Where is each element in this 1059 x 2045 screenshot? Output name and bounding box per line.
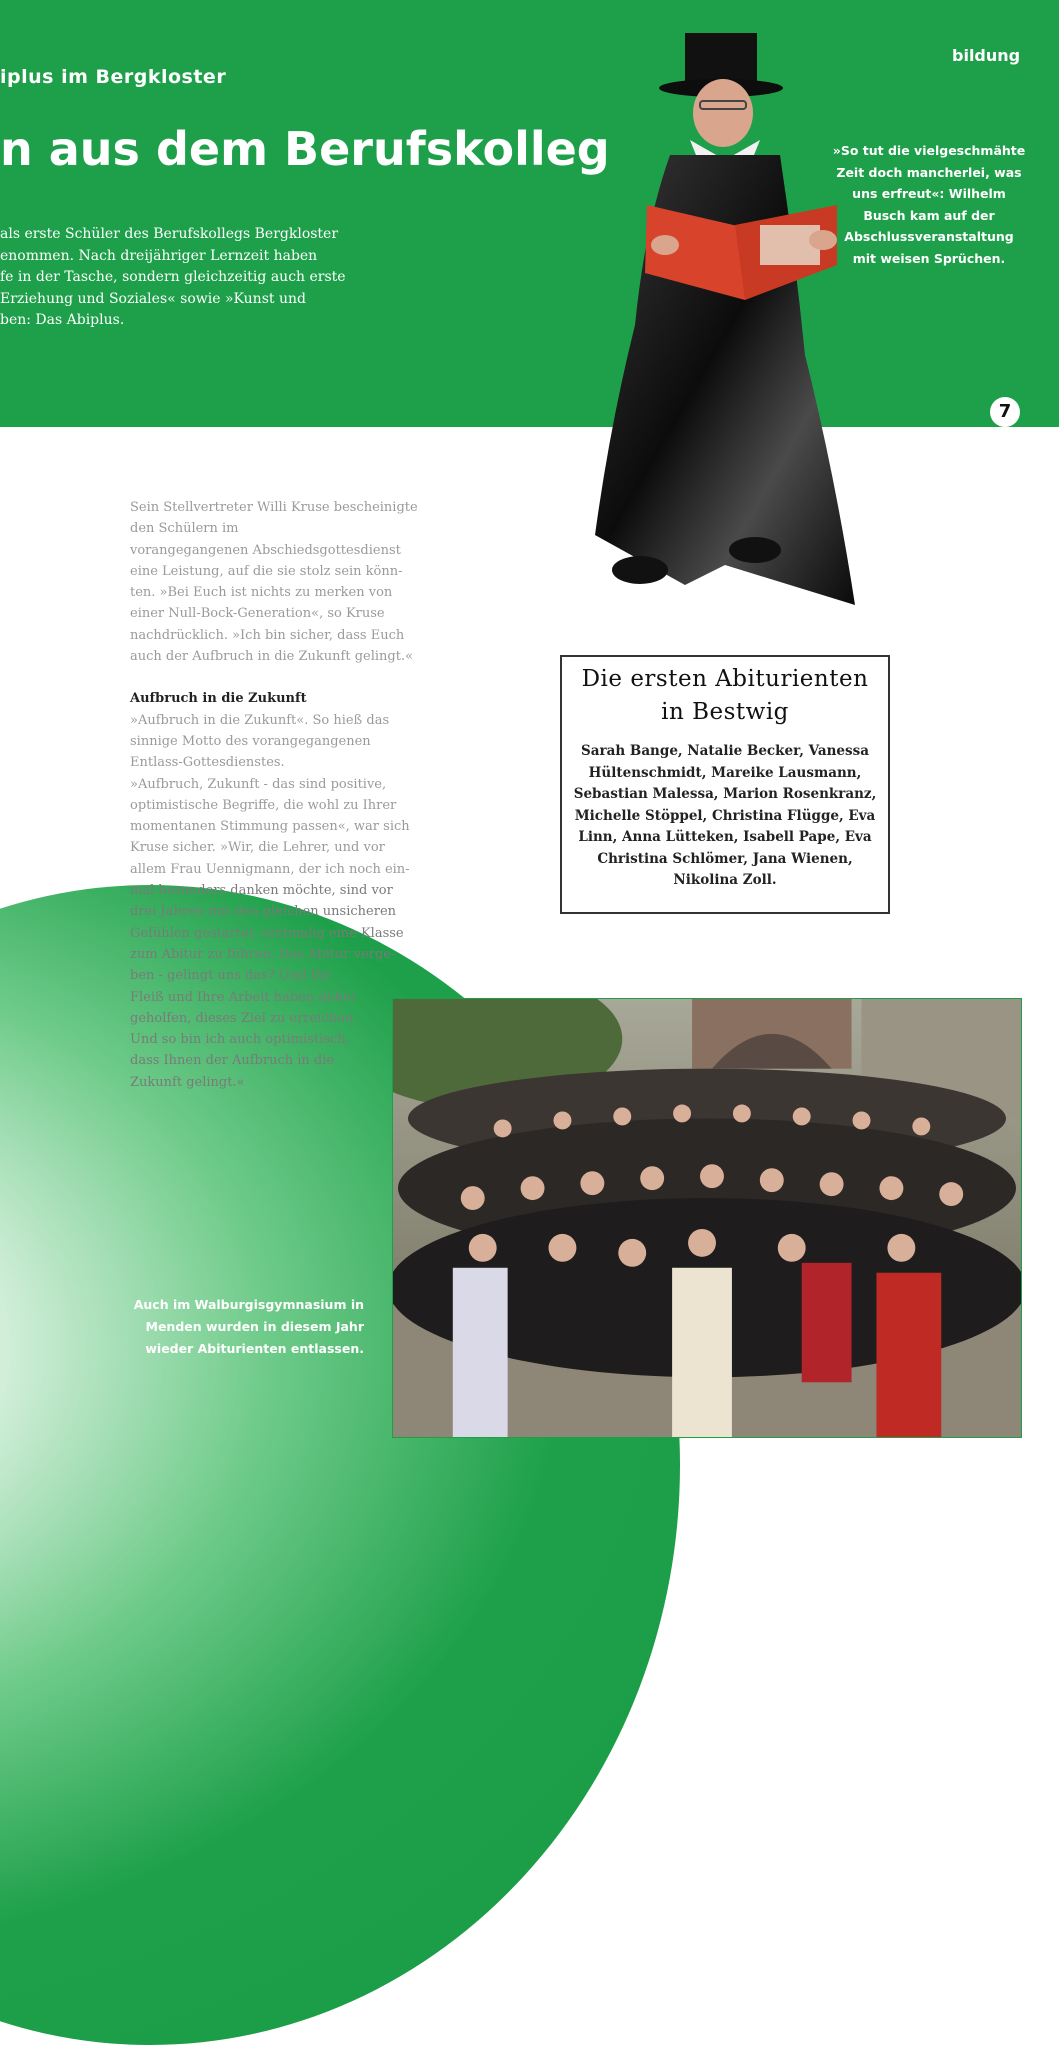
names-line: Nikolina Zoll. [673,872,777,888]
body-line: ben - gelingt uns das? Und Ihr [130,968,331,984]
body-line: geholfen, dieses Ziel zu erreichen. [130,1010,358,1026]
body-line: »Aufbruch, Zukunft - das sind positive, [130,776,387,792]
names-line: Christina Schlömer, Jana Wienen, [597,850,853,867]
body-line: Und so bin ich auch optimistisch, [130,1032,350,1048]
names-line: Sarah Bange, Natalie Becker, Vanessa [581,743,869,759]
cream-jacket [672,1268,732,1437]
caption-line: uns erfreut«: Wilhelm [852,186,1006,201]
hand [651,235,679,255]
caption-line: »So tut die vielgeschmähte [832,143,1026,158]
white-outfit [453,1268,508,1437]
caption-line: Abschlussveranstaltung [844,229,1014,244]
graduate-names [562,741,888,892]
body-line: sinnige Motto des vorangegangenen [130,733,371,749]
intro-line: Erziehung und Soziales« sowie »Kunst und [0,290,306,307]
shoe [612,556,668,584]
intro-line: ben: Das Abiplus. [0,312,125,328]
body-line: optimistische Begriffe, die wohl zu Ihrer [130,797,397,813]
body-line: dass Ihnen der Aufbruch in die [130,1053,335,1069]
caption-line: Zeit doch mancherlei, was [836,164,1022,180]
body-line: Gefühlen gestartet, erstmalig eine Klasse [130,925,404,941]
body-line: momentanen Stimmung passen«, war sich [130,819,410,835]
infobox-title-line: in Bestwig [661,699,789,725]
body-line: »Aufbruch in die Zukunft«. So hieß das [130,712,390,728]
infobox-title-line: Die ersten Abiturienten [581,666,869,692]
page-number: 7 [990,397,1020,427]
red-suit [876,1273,941,1437]
photo-caption-top [820,140,1038,269]
body-line: zum Abitur zu führen. Das Abitur verge- [130,946,396,962]
section-label: bildung [952,46,1021,65]
intro-line: als erste Schüler des Berufskollegs Bergkloster [0,226,339,242]
body-line: Fleiß und Ihre Arbeit haben dabei [130,989,355,1005]
shoe [729,537,781,563]
body-line: eine Leistung, auf die sie stolz sein könn- [130,563,403,579]
infobox-title [562,663,888,729]
caption-line: Auch im Walburgisgymnasium in [133,1297,364,1312]
body-line: Kruse sicher. »Wir, die Lehrer, und vor [130,840,385,856]
costumed-reader-photo [575,25,875,610]
article-headline: n aus dem Berufskolleg [0,122,610,176]
names-line: Hültenschmidt, Mareike Lausmann, [588,764,862,781]
body-line: drei Jahren mit den gleichen unsicheren [130,904,397,920]
names-line: Sebastian Malessa, Marion Rosenkranz, [573,786,877,802]
body-line: vorangegangenen Abschiedsgottesdienst [130,542,401,558]
caption-line: mit weisen Sprüchen. [852,250,1006,266]
red-top [802,1263,852,1382]
body-line: mal besonders danken möchte, sind vor [130,883,393,899]
intro-line: fe in der Tasche, sondern gleichzeitig auch erste [0,269,346,285]
photo-caption-bottom [130,1294,364,1360]
body-line: ten. »Bei Euch ist nichts zu merken von [130,585,393,601]
caption-line: wieder Abiturienten entlassen. [145,1341,364,1356]
article-kicker: iplus im Bergkloster [0,66,227,88]
body-line: Sein Stellvertreter Willi Kruse bescheinigte [130,500,418,515]
names-line: Michelle Stöppel, Christina Flügge, Eva [574,807,876,824]
body-line: nachdrücklich. »Ich bin sicher, dass Euch [130,627,405,643]
names-line: Linn, Anna Lütteken, Isabell Pape, Eva [578,829,872,845]
body-line: Zukunft gelingt.« [130,1074,245,1090]
caption-line: Menden wurden in diesem Jahr [145,1319,364,1334]
caption-line: Busch kam auf der [863,207,995,223]
body-line: einer Null-Bock-Generation«, so Kruse [130,606,385,622]
face [693,79,753,147]
graduates-infobox [560,655,890,914]
group-photo [392,998,1022,1438]
body-line: allem Frau Uennigmann, der ich noch ein- [130,861,410,877]
body-subheading: Aufbruch in die Zukunft [130,691,307,707]
body-line: Entlass-Gottesdienstes. [130,755,285,771]
body-line: den Schülern im [130,521,239,537]
body-line: auch der Aufbruch in die Zukunft gelingt.« [130,649,414,665]
article-intro [0,224,360,332]
intro-line: enommen. Nach dreijähriger Lernzeit haben [0,247,318,264]
